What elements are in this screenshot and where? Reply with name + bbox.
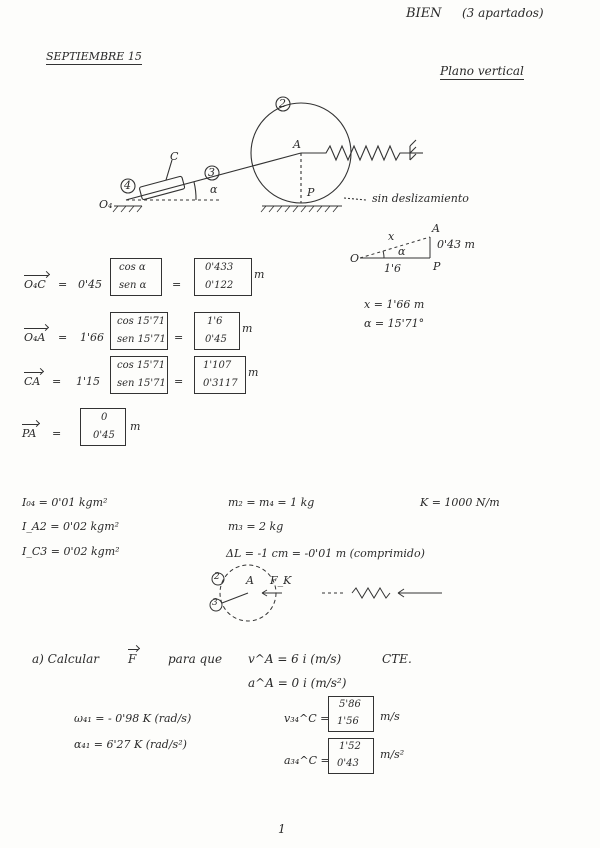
tri-height: 0'43 m bbox=[437, 238, 475, 251]
tri-base: 1'6 bbox=[384, 262, 402, 275]
mini-fk: F_K bbox=[270, 574, 292, 587]
param-k: K = 1000 N/m bbox=[420, 496, 500, 509]
vector-o4a-matrix1 bbox=[110, 312, 168, 350]
matrix-cell: 1'56 bbox=[337, 716, 359, 727]
vector-ca-name: CA bbox=[24, 375, 41, 388]
vector-pa-name: PA bbox=[22, 427, 37, 440]
matrix-cell: 0'45 bbox=[205, 334, 227, 345]
x-value: x = 1'66 m bbox=[364, 298, 425, 311]
matrix-cell: 1'6 bbox=[207, 316, 223, 327]
vector-ca-scalar: 1'15 bbox=[76, 375, 101, 388]
a34-matrix bbox=[328, 738, 374, 774]
vector-o4a-scalar: 1'66 bbox=[80, 331, 105, 344]
matrix-cell: sen α bbox=[119, 280, 147, 291]
param-ia2: I_A2 = 0'02 kgm² bbox=[22, 520, 120, 533]
matrix-cell: sen 15'71 bbox=[117, 378, 166, 389]
grade-note: (3 apartados) bbox=[462, 6, 544, 20]
part-a-statement: a) Calcular bbox=[32, 652, 100, 666]
eq-sign: = bbox=[174, 331, 184, 344]
matrix-cell: 1'107 bbox=[203, 360, 232, 371]
matrix-cell: cos α bbox=[119, 262, 146, 273]
label-disc2: 2 bbox=[279, 97, 286, 110]
tri-a: A bbox=[432, 222, 440, 235]
eq-sign: = bbox=[58, 331, 68, 344]
label-o4: O₄ bbox=[99, 198, 113, 211]
label-point-a: A bbox=[293, 138, 301, 151]
vector-pa-unit: m bbox=[130, 420, 141, 433]
a34-label: a₃₄^C = bbox=[284, 754, 330, 767]
label-link4: 4 bbox=[124, 179, 131, 192]
vector-o4c-name: O₄C bbox=[24, 278, 46, 291]
mini-a: A bbox=[246, 574, 254, 587]
tri-p: P bbox=[433, 260, 441, 273]
v34-label: v₃₄^C = bbox=[284, 712, 330, 725]
label-alpha: α bbox=[210, 183, 218, 196]
date-label: SEPTIEMBRE 15 bbox=[46, 50, 142, 63]
matrix-cell: sen 15'71 bbox=[117, 334, 166, 345]
tri-alpha: α bbox=[398, 245, 406, 258]
matrix-cell: 5'86 bbox=[339, 699, 361, 710]
vector-o4c-matrix2 bbox=[194, 258, 252, 296]
matrix-cell: 0'43 bbox=[337, 758, 359, 769]
alpha-41: α₄₁ = 6'27 K (rad/s²) bbox=[74, 738, 187, 751]
mini-n3: 3 bbox=[212, 598, 218, 608]
label-rolling: sin deslizamiento bbox=[372, 192, 469, 205]
omega-41: ω₄₁ = - 0'98 K (rad/s) bbox=[74, 712, 192, 725]
matrix-cell: cos 15'71 bbox=[117, 316, 166, 327]
label-point-c: C bbox=[170, 150, 179, 163]
vector-ca-unit: m bbox=[248, 366, 259, 379]
matrix-cell: 0'45 bbox=[93, 430, 115, 441]
matrix-cell: cos 15'71 bbox=[117, 360, 166, 371]
eq-sign: = bbox=[172, 278, 182, 291]
param-dl: ΔL = -1 cm = -0'01 m (comprimido) bbox=[226, 547, 425, 560]
page-number: 1 bbox=[278, 822, 286, 836]
label-point-p: P bbox=[307, 186, 315, 199]
vector-o4c-unit: m bbox=[254, 268, 265, 281]
eq-sign: = bbox=[58, 278, 68, 291]
force-vector: F bbox=[128, 652, 137, 666]
part-a-cte: CTE. bbox=[382, 652, 412, 666]
a34-unit: m/s² bbox=[380, 748, 405, 761]
matrix-cell: 0 bbox=[101, 412, 108, 423]
vector-ca-matrix1 bbox=[110, 356, 168, 394]
part-a-va: v^A = 6 i (m/s) bbox=[248, 652, 342, 666]
mini-n2: 2 bbox=[214, 572, 220, 582]
matrix-cell: 0'433 bbox=[205, 262, 234, 273]
v34-unit: m/s bbox=[380, 710, 400, 723]
vector-o4a-name: O₄A bbox=[24, 331, 46, 344]
alpha-value: α = 15'71° bbox=[364, 317, 425, 330]
plane-label: Plano vertical bbox=[440, 64, 524, 78]
vector-o4a-matrix2 bbox=[194, 312, 240, 350]
eq-sign: = bbox=[52, 375, 62, 388]
param-m2m4: m₂ = m₄ = 1 kg bbox=[228, 496, 315, 509]
matrix-cell: 0'3117 bbox=[203, 378, 238, 389]
grade-text: BIEN bbox=[406, 6, 442, 21]
tri-x: x bbox=[388, 230, 395, 243]
vector-o4c-scalar: 0'45 bbox=[78, 278, 103, 291]
part-a-aa: a^A = 0 i (m/s²) bbox=[248, 676, 347, 690]
vector-pa-matrix bbox=[80, 408, 126, 446]
matrix-cell: 1'52 bbox=[339, 741, 361, 752]
vector-o4a-unit: m bbox=[242, 322, 253, 335]
param-i4: I₀₄ = 0'01 kgm² bbox=[22, 496, 108, 509]
tri-o: O bbox=[350, 252, 360, 265]
vector-o4c-matrix1 bbox=[110, 258, 162, 296]
vector-ca-matrix2 bbox=[194, 356, 246, 394]
label-link3: 3 bbox=[208, 166, 215, 179]
param-ic3: I_C3 = 0'02 kgm² bbox=[22, 545, 120, 558]
v34-matrix bbox=[328, 696, 374, 732]
eq-sign: = bbox=[52, 427, 62, 440]
param-m3: m₃ = 2 kg bbox=[228, 520, 284, 533]
part-a-para-que: para que bbox=[168, 652, 223, 666]
eq-sign: = bbox=[174, 375, 184, 388]
matrix-cell: 0'122 bbox=[205, 280, 234, 291]
